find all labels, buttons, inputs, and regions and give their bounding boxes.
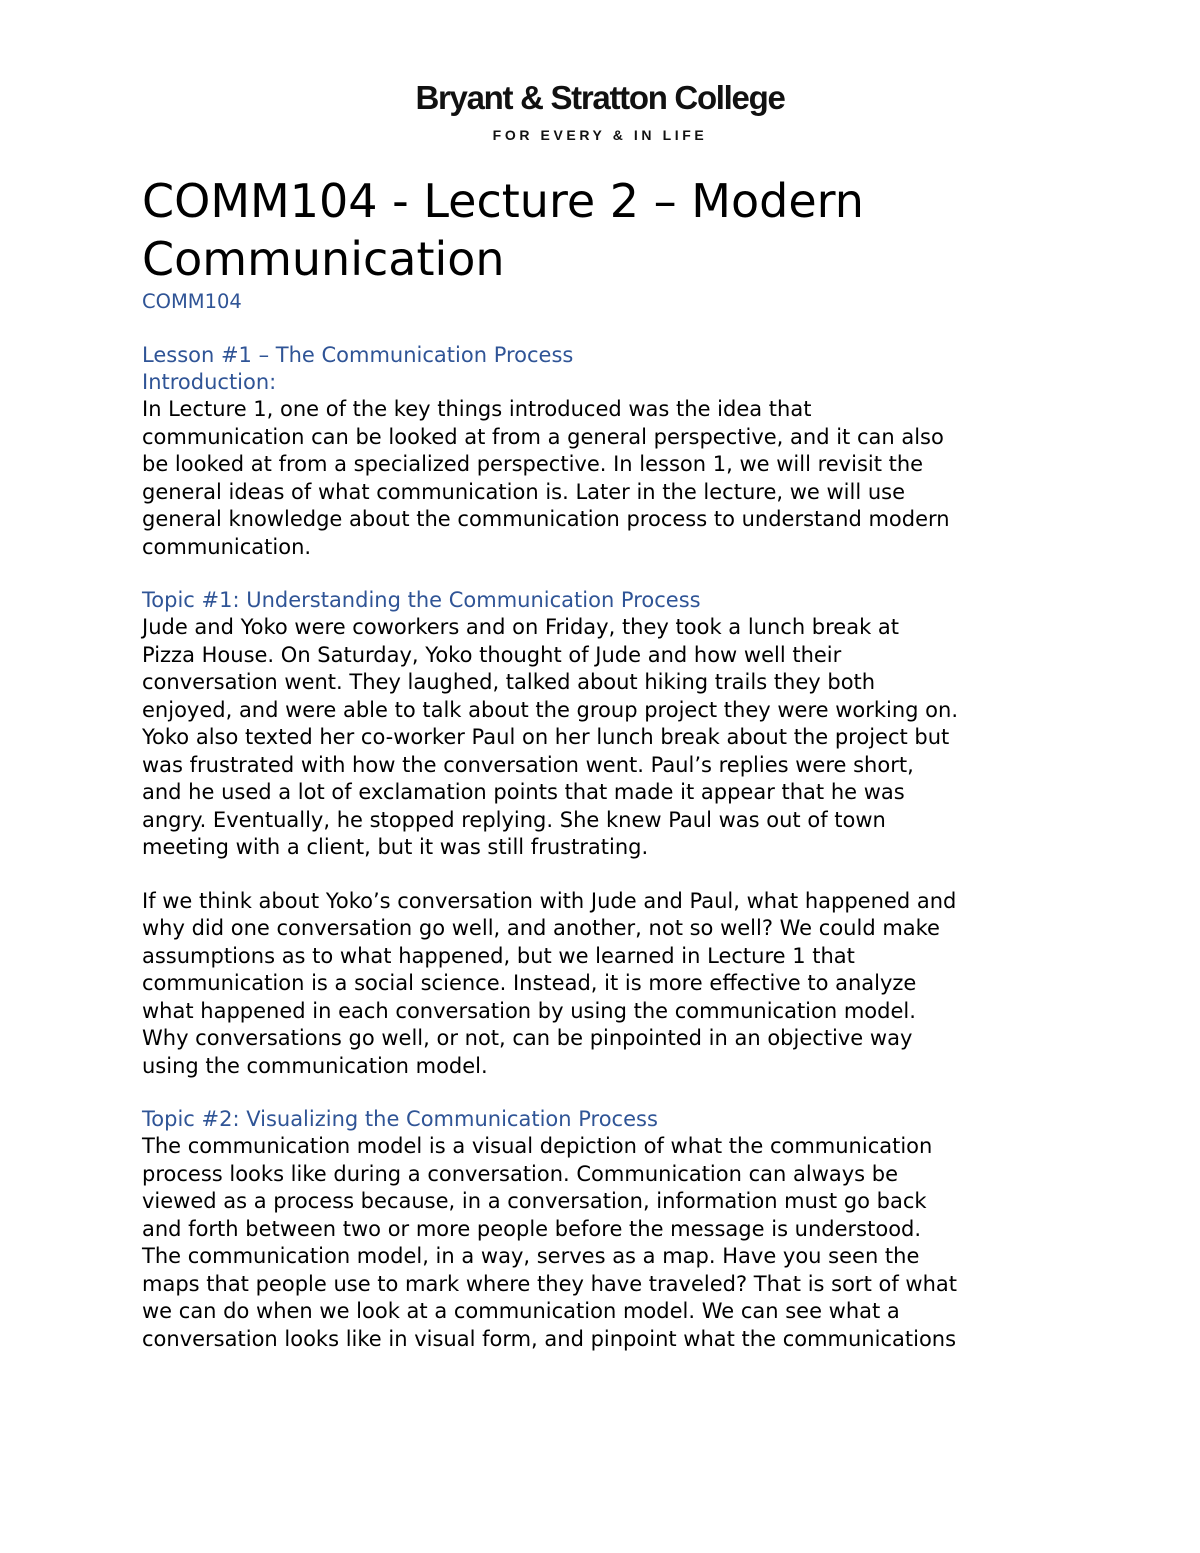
paragraph-line: maps that people use to mark where they have traveled? That is sort of what — [142, 1271, 957, 1296]
paragraph-line: Why conversations go well, or not, can be pinpointed in an objective way — [142, 1026, 913, 1050]
paragraph-line: Yoko also texted her co-worker Paul on her lunch break about the project but — [142, 725, 950, 749]
college-logo-name: Bryant & Stratton College — [415, 79, 785, 116]
paragraph-line: If we think about Yoko’s conversation with Jude and Paul, what happened and — [142, 888, 957, 913]
paragraph-line: we can do when we look at a communication model. We can see what a — [142, 1299, 900, 1323]
title-line: COMM104 - Lecture 2 – Modern — [142, 174, 864, 228]
document-body — [142, 172, 1102, 1353]
topic-1-paragraph — [142, 614, 1102, 862]
paragraph-line: be looked at from a specialized perspective. In lesson 1, we will revisit the — [142, 452, 924, 476]
introduction-heading: Introduction: — [142, 370, 277, 394]
paragraph-line: why did one conversation go well, and another, not so well? We could make — [142, 916, 940, 940]
document-title — [142, 172, 1102, 288]
topic-1-followup-paragraph — [142, 888, 1102, 1081]
paragraph-line: viewed as a process because, in a conversation, information must go back — [142, 1189, 927, 1213]
paragraph-line: In Lecture 1, one of the key things introduced was the idea that — [142, 397, 812, 421]
paragraph-line: Pizza House. On Saturday, Yoko thought of Jude and how well their — [142, 642, 842, 667]
paragraph-line: communication. — [142, 534, 312, 559]
paragraph-line: and he used a lot of exclamation points that made it appear that he was — [142, 780, 905, 804]
paragraph-line: enjoyed, and were able to talk about the group project they were working on. — [142, 697, 959, 722]
paragraph-line: meeting with a client, but it was still frustrating. — [142, 835, 649, 859]
college-logo-tagline: FOR EVERY & IN LIFE — [492, 127, 708, 143]
paragraph-line: general ideas of what communication is. Later in the lecture, we will use — [142, 479, 906, 504]
paragraph-line: communication is a social science. Instead, it is more effective to analyze — [142, 971, 917, 995]
topic-2-paragraph — [142, 1133, 1102, 1353]
paragraph-line: The communication model, in a way, serves as a map. Have you seen the — [142, 1244, 920, 1268]
paragraph-line: assumptions as to what happened, but we learned in Lecture 1 that — [142, 943, 855, 968]
paragraph-line: angry. Eventually, he stopped replying. She knew Paul was out of town — [142, 807, 886, 832]
lesson-heading: Lesson #1 – The Communication Process — [142, 343, 574, 367]
paragraph-line: what happened in each conversation by using the communication model. — [142, 998, 916, 1023]
paragraph-line: was frustrated with how the conversation went. Paul’s replies were short, — [142, 752, 914, 777]
document-subtitle: COMM104 — [142, 290, 242, 313]
paragraph-line: using the communication model. — [142, 1053, 488, 1078]
paragraph-line: process looks like during a conversation. Communication can always be — [142, 1161, 899, 1186]
paragraph-line: general knowledge about the communication process to understand modern — [142, 507, 950, 531]
college-logo — [0, 78, 1200, 144]
paragraph-line: conversation looks like in visual form, and pinpoint what the communications — [142, 1326, 957, 1351]
introduction-paragraph — [142, 396, 1102, 561]
title-line: Communication — [142, 232, 505, 286]
paragraph-line: Jude and Yoko were coworkers and on Friday, they took a lunch break at — [142, 615, 900, 639]
paragraph-line: and forth between two or more people before the message is understood. — [142, 1216, 922, 1241]
topic-1-heading: Topic #1: Understanding the Communication Process — [142, 588, 701, 612]
paragraph-line: conversation went. They laughed, talked about hiking trails they both — [142, 670, 876, 694]
paragraph-line: The communication model is a visual depiction of what the communication — [142, 1134, 933, 1158]
topic-2-heading: Topic #2: Visualizing the Communication Process — [142, 1107, 658, 1131]
paragraph-line: communication can be looked at from a general perspective, and it can also — [142, 424, 944, 449]
